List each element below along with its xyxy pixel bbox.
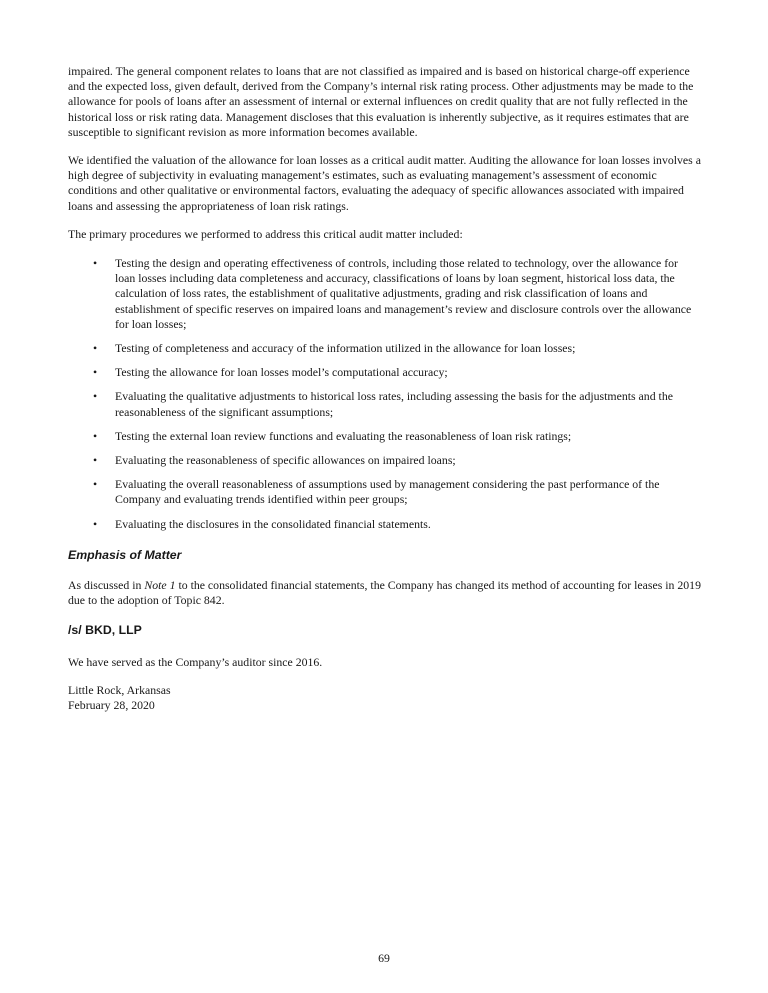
bullet-icon: • [93, 365, 98, 380]
auditor-signature: /s/ BKD, LLP [68, 623, 142, 638]
bullet-icon: • [93, 516, 98, 531]
bullet-text: Testing of completeness and accuracy of the information utilized in the allowance for loan losses; [115, 341, 576, 356]
bullet-item-specific-allowances [68, 453, 701, 468]
bullet-text: Evaluating the qualitative adjustments to historical loss rates, including assessing the basis for the adjustments and the reasonableness of the significant assumptions; [115, 389, 673, 419]
emphasis-of-matter-heading: Emphasis of Matter [68, 547, 182, 562]
bullet-text: Testing the external loan review functions and evaluating the reasonableness of loan risk ratings; [115, 428, 572, 443]
paragraph-critical-audit-matter: We identified the valuation of the allowance for loan losses as a critical audit matter. Auditing the allowance for loan losses involves a high degree of subjectivity in evaluating management’s estimates, such as evaluating management’s assessment of economic conditions and other qualitative or environmental factors, evaluating the adequacy of specific allowances associated with impaired loans and assessing the appropriateness of loan risk ratings. [68, 153, 701, 213]
page-content [68, 64, 701, 726]
page-number: 69 [378, 951, 390, 965]
bullet-item-qualitative-adjustments [68, 389, 701, 419]
bullet-text: Testing the design and operating effectiveness of controls, including those related to technology, over the allowance for loan losses including data completeness and accuracy, classifications of loans by loan segment, historical loss data, the calculation of loss rates, the establishment of qualitative adjustments, grading and risk classification of loans and establishment of specific reserves on impaired loans and management’s review and disclosure controls over the allowance for loan losses; [115, 256, 692, 331]
note-1-reference: Note 1 [144, 578, 176, 593]
paragraph-allowance-general: impaired. The general component relates to loans that are not classified as impaired and is based on historical charge-off experience and the expected loss, given default, derived from the Company’s internal risk rating process. Other adjustments may be made to the allowance for pools of loans after an assessment of internal or external influences on credit quality that are not fully reflected in the historical loss or risk rating data. Management discloses that this evaluation is inherently subjective, as it requires estimates that are susceptible to significant revision as more information becomes available. [68, 64, 694, 139]
bullet-icon: • [93, 453, 98, 468]
bullet-text: Evaluating the disclosures in the consolidated financial statements. [115, 516, 431, 531]
bullet-icon: • [93, 256, 98, 271]
bullet-text: Evaluating the reasonableness of specific allowances on impaired loans; [115, 453, 456, 468]
bullet-item-model-accuracy [68, 365, 701, 380]
bullet-item-completeness-accuracy [68, 341, 701, 356]
paragraph-emphasis-body [68, 578, 701, 608]
bullet-item-controls-testing [68, 256, 701, 332]
bullet-icon: • [93, 341, 98, 356]
bullet-text: Evaluating the overall reasonableness of assumptions used by management considering the past performance of the Company and evaluating trends identified within peer groups; [115, 477, 660, 507]
signature-date: February 28, 2020 [68, 698, 155, 713]
emphasis-body-prefix: As discussed in [68, 578, 145, 593]
bullet-item-disclosures [68, 517, 701, 532]
signature-location: Little Rock, Arkansas [68, 682, 171, 697]
procedures-bullet-list [68, 256, 701, 532]
signature-location-date-block [68, 683, 701, 713]
auditor-tenure-statement: We have served as the Company’s auditor since 2016. [68, 654, 323, 669]
emphasis-body-suffix: to the consolidated financial statements, the Company has changed its method of accounting for leases in 2019 due to the adoption of Topic 842. [68, 578, 701, 608]
bullet-text: Testing the allowance for loan losses model’s computational accuracy; [115, 365, 448, 380]
paragraph-procedures-intro: The primary procedures we performed to address this critical audit matter included: [68, 226, 463, 241]
bullet-icon: • [93, 477, 98, 492]
bullet-item-loan-review [68, 429, 701, 444]
bullet-item-overall-reasonableness [68, 477, 701, 507]
bullet-icon: • [93, 389, 98, 404]
bullet-icon: • [93, 428, 98, 443]
